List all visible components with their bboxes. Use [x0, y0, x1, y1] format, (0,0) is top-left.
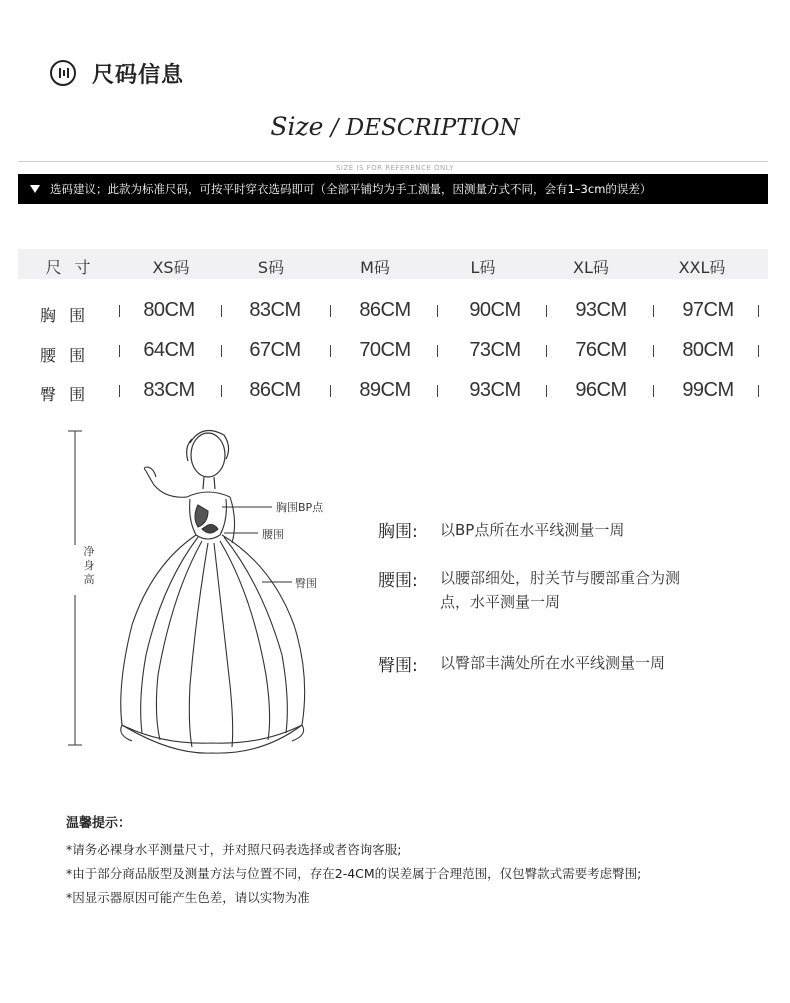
tips-line: *由于部分商品版型及测量方法与位置不同，存在2-4CM的误差属于合理范围，仅包臀款式需要考虑臀围; — [66, 866, 642, 881]
column-separator — [437, 345, 438, 357]
size-description-title — [0, 112, 790, 141]
tips-title: 温馨提示： — [66, 816, 132, 831]
column-header: M码 — [360, 258, 390, 277]
table-cell: 93CM — [575, 299, 627, 321]
page-title: 尺码信息 — [92, 62, 185, 88]
row-label-hip: 臀 围 — [40, 385, 90, 404]
column-separator — [758, 345, 759, 357]
hip-point-label: 臀围 — [295, 577, 317, 590]
column-separator — [221, 345, 222, 357]
figure-torso — [144, 467, 234, 543]
table-cell: 86CM — [249, 379, 301, 401]
column-separator — [437, 305, 438, 317]
column-separator — [546, 305, 547, 317]
table-cell: 89CM — [359, 379, 411, 401]
height-label: 净身高 — [83, 545, 95, 586]
divider-caption — [0, 155, 790, 174]
table-cell: 93CM — [469, 379, 521, 401]
table-cell: 96CM — [575, 379, 627, 401]
table-cell: 80CM — [143, 299, 195, 321]
column-header: XXL码 — [678, 258, 726, 277]
table-cell: 90CM — [469, 299, 521, 321]
size-title-prefix: Size — [270, 112, 324, 141]
size-title-slash: / — [323, 115, 346, 141]
size-table-header — [18, 249, 768, 279]
gown-figure-svg — [62, 425, 352, 760]
tips-line: *请务必裸身水平测量尺寸，并对照尺码表选择或者咨询客服; — [66, 842, 402, 857]
size-info-icon — [50, 60, 76, 86]
table-cell: 97CM — [682, 299, 734, 321]
column-header: XL码 — [573, 258, 609, 277]
sizing-notice-text: 选码建议；此款为标准尺码，可按平时穿衣选码即可（全部平铺均为手工测量，因测量方式不同，会有1–3cm的误差） — [50, 182, 652, 196]
table-cell: 83CM — [143, 379, 195, 401]
waist-guide-text-line2: 点，水平测量一周 — [440, 593, 561, 611]
waist-guide-text-line1: 以腰部细处，肘关节与腰部重合为测 — [440, 569, 681, 587]
table-cell: 80CM — [682, 339, 734, 361]
chest-guide-label: 胸围: — [378, 522, 418, 542]
size-title-suffix: DESCRIPTION — [345, 115, 520, 141]
column-separator — [437, 385, 438, 397]
hip-guide-text: 以臀部丰满处所在水平线测量一周 — [440, 654, 666, 672]
column-separator — [546, 385, 547, 397]
column-separator — [119, 385, 120, 397]
bp-point-label: 胸围BP点 — [276, 501, 324, 514]
tips-section — [66, 812, 641, 910]
table-cell: 76CM — [575, 339, 627, 361]
column-separator — [330, 345, 331, 357]
tips-line: *因显示器原因可能产生色差，请以实物为准 — [66, 890, 310, 905]
row-label-waist: 腰 围 — [40, 346, 90, 365]
column-header: S码 — [257, 258, 285, 277]
table-cell: 83CM — [249, 299, 301, 321]
column-separator — [653, 385, 654, 397]
table-cell: 99CM — [682, 379, 734, 401]
column-separator — [758, 385, 759, 397]
sizing-notice-bar — [18, 174, 768, 204]
table-cell: 67CM — [249, 339, 301, 361]
waist-guide-label: 腰围: — [378, 571, 418, 591]
figure-head — [187, 431, 229, 490]
table-cell: 70CM — [359, 339, 411, 361]
column-separator — [653, 305, 654, 317]
table-cell: 73CM — [469, 339, 521, 361]
chest-guide-text: 以BP点所在水平线测量一周 — [440, 521, 625, 539]
section-header — [50, 56, 184, 90]
height-measure-line — [68, 431, 82, 745]
triangle-down-icon — [30, 185, 40, 193]
column-separator — [119, 345, 120, 357]
table-header-label: 尺 寸 — [45, 258, 95, 277]
pointer-lines — [222, 507, 292, 582]
column-separator — [546, 345, 547, 357]
column-separator — [221, 305, 222, 317]
column-separator — [330, 385, 331, 397]
column-separator — [758, 305, 759, 317]
column-separator — [221, 385, 222, 397]
column-separator — [119, 305, 120, 317]
divider-caption-text: SIZE IS FOR REFERENCE ONLY — [330, 164, 460, 172]
table-cell: 64CM — [143, 339, 195, 361]
column-separator — [330, 305, 331, 317]
gown-figure-illustration — [62, 425, 352, 760]
column-header: L码 — [470, 258, 496, 277]
column-separator — [653, 345, 654, 357]
row-label-chest: 胸 围 — [40, 306, 90, 325]
table-cell: 86CM — [359, 299, 411, 321]
waist-point-label: 腰围 — [262, 528, 284, 541]
hip-guide-label: 臀围: — [378, 656, 418, 676]
column-header: XS码 — [152, 258, 190, 277]
figure-skirt — [121, 535, 305, 753]
